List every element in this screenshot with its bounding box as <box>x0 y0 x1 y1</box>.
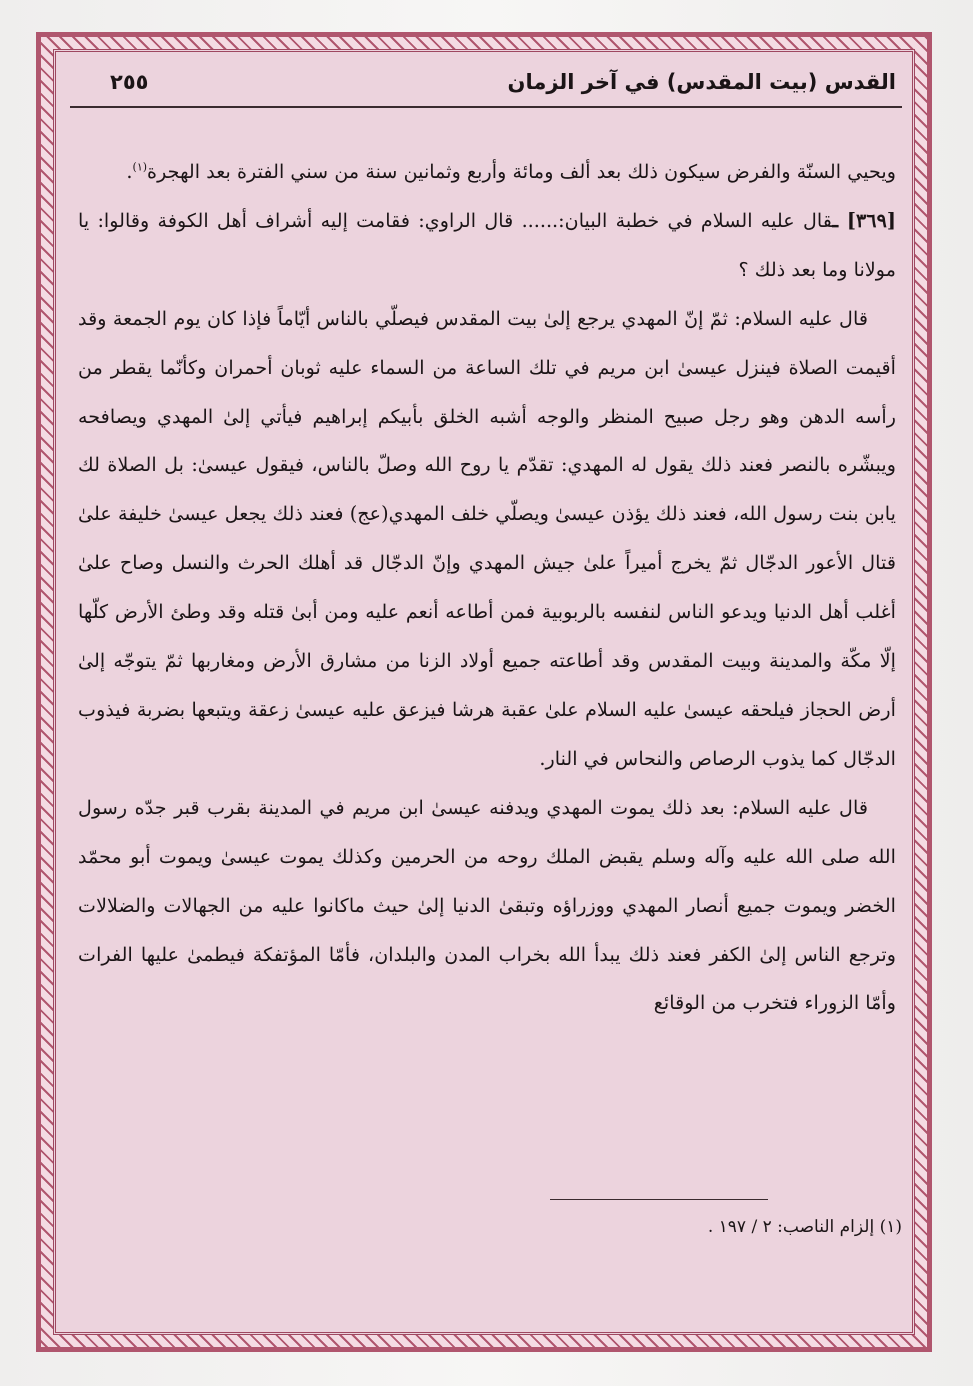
hadith-number: [٣٦٩] ـ <box>832 208 896 232</box>
paragraph-2 <box>78 197 896 295</box>
footnote-separator <box>550 1199 768 1200</box>
footnote-marker: (١) <box>132 160 148 174</box>
page-number: ٢٥٥ <box>110 70 149 94</box>
page-content <box>70 66 902 1328</box>
paragraph-2-text: قال عليه السلام في خطبة البيان:...... قال الراوي: فقامت إليه أشراف أهل الكوفة وقالوا: يا مولانا وما بعد ذلك ؟ <box>78 208 896 281</box>
paragraph-1-text: ويحيي السنّة والفرض سيكون ذلك بعد ألف ومائة وأربع وثمانين سنة من سني الفترة بعد الهجرة <box>147 160 896 183</box>
paragraph-4: قال عليه السلام: بعد ذلك يموت المهدي ويدفنه عيسىٰ ابن مريم في المدينة بقرب قبر جدّه رسول الله صلى الله عليه وآله وسلم يقبض الملك روحه من الحرمين وكذلك يموت عيسىٰ ويموت أبو محمّد الخضر ويموت جميع أنصار المهدي ووزراؤه وتبقىٰ الدنيا إلىٰ حيث ماكانوا عليه من الجهالات والضلالات وترجع الناس إلىٰ الكفر فعند ذلك يبدأ الله بخراب المدن والبلدان، فأمّا المؤتفكة فيطمىٰ عليها الفرات وأمّا الزوراء فتخرب من الوقائع <box>78 795 896 1015</box>
body-text <box>78 148 896 1028</box>
running-header <box>70 66 902 108</box>
footnote: (١) إلزام الناصب: ٢ / ١٩٧ . <box>707 1217 902 1237</box>
paragraph-1-end: . <box>126 160 133 183</box>
paragraph-3: قال عليه السلام: ثمّ إنّ المهدي يرجع إلىٰ بيت المقدس فيصلّي بالناس أيّاماً فإذا كان يوم الجمعة وقد أقيمت الصلاة فينزل عيسىٰ ابن مريم في تلك الساعة من السماء عليه ثوبان أحمران وكأنّما يقطر من رأسه الدهن وهو رجل صبيح المنظر والوجه أشبه الخلق بأبيكم إبراهيم فيأتي إلىٰ المهدي ويصافحه ويبشّره بالنصر فعند ذلك يقول له المهدي: تقدّم يا روح الله وصلّ بالناس، فيقول عيسىٰ: بل الصلاة لك يابن بنت رسول الله، فعند ذلك يؤذن عيسىٰ ويصلّي خلف المهدي(عج) فعند ذلك يجعل عيسىٰ خليفة علىٰ قتال الأعور الدجّال ثمّ يخرج أميراً علىٰ جيش المهدي وإنّ الدجّال قد أهلك الحرث والنسل وصاح علىٰ أغلب أهل الدنيا ويدعو الناس لنفسه بالربوبية فمن أطاعه أنعم عليه ومن أبىٰ قتله وقد وطئ الأرض كلّها إلّا مكّة والمدينة وبيت المقدس وقد أطاعته جميع أولاد الزنا من مشارق الأرض ومغاربها ثمّ يتوجّه إلىٰ أرض الحجاز فيلحقه عيسىٰ عليه السلام علىٰ عقبة هرشا فيزعق عليه عيسىٰ زعقة ويتبعها بضربة فيذوب الدجّال كما يذوب الرصاص والنحاس في النار. <box>78 306 896 770</box>
header-title: القدس (بيت المقدس) في آخر الزمان <box>507 70 896 94</box>
paragraph-1 <box>78 148 896 197</box>
